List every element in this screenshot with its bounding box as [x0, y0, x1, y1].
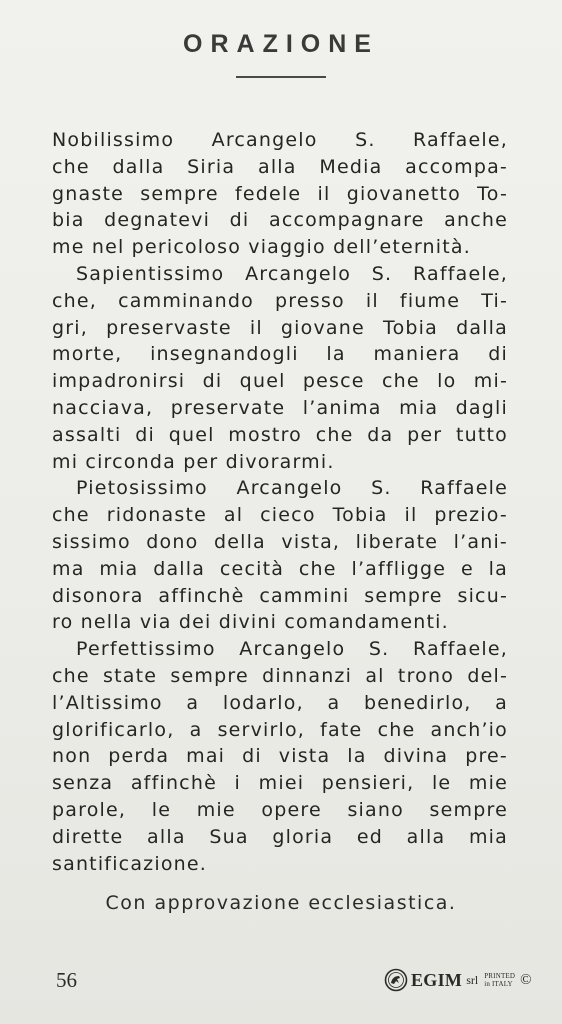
printed-line-1: PRINTED — [484, 972, 516, 980]
prayer-line: me nel pericoloso viaggio dell’eternità. — [52, 236, 472, 259]
prayer-line: senza affinchè i miei pensieri, le mie — [52, 772, 508, 795]
prayer-line: bia degnatevi di accompagnare anche — [52, 209, 508, 232]
prayer-line: ma mia dalla cecità che l’affligge e la — [52, 557, 508, 580]
prayer-paragraph — [52, 475, 508, 636]
prayer-line: l’Altissimo a lodarlo, a benedirlo, a — [52, 691, 508, 714]
prayer-line: non perda mai di vista la divina pre- — [52, 745, 508, 768]
prayer-line: morte, insegnandogli la maniera di — [52, 343, 508, 366]
publisher-mark — [384, 966, 532, 994]
title-underline — [236, 76, 326, 78]
prayer-line: disonora affinchè cammini sempre sicu- — [52, 584, 508, 607]
prayer-paragraph — [52, 261, 508, 475]
prayer-line: Pietosissimo Arcangelo S. Raffaele — [76, 477, 508, 500]
prayer-paragraph — [52, 636, 508, 877]
approval-note: Con approvazione ecclesiastica. — [105, 892, 457, 914]
prayer-line: sissimo dono della vista, liberate l’ani- — [52, 530, 508, 553]
prayer-line: santificazione. — [52, 852, 208, 875]
prayer-line: gri, preservaste il giovane Tobia dalla — [52, 316, 508, 339]
prayer-line: gnaste sempre fedele il giovanetto To- — [52, 182, 508, 205]
prayer-line: impadronirsi di quel pesce che lo mi- — [52, 370, 508, 393]
prayer-line: nacciava, preservate l’anima mia dagli — [52, 396, 508, 419]
prayer-line: Perfettissimo Arcangelo S. Raffaele, — [76, 638, 508, 661]
egim-logo-icon — [384, 968, 408, 992]
copyright-symbol: © — [520, 971, 532, 988]
printed-line-2: in ITALY — [484, 980, 513, 988]
prayer-text — [52, 127, 508, 877]
prayer-line: che ridonaste al cieco Tobia il prezio- — [52, 504, 508, 527]
prayer-line: Nobilissimo Arcangelo S. Raffaele, — [52, 129, 508, 151]
publisher-name: EGIM — [411, 969, 463, 990]
prayer-line: che, camminando presso il fiume Ti- — [52, 289, 508, 312]
prayer-line: mi circonda per divorarmi. — [52, 450, 335, 473]
prayer-line: parole, le mie opere siano sempre — [52, 798, 508, 821]
prayer-line: assalti di quel mostro che da per tutto — [52, 423, 508, 446]
prayer-line: Sapientissimo Arcangelo S. Raffaele, — [76, 262, 508, 285]
page-title: ORAZIONE — [183, 30, 379, 58]
prayer-line: che dalla Siria alla Media accompa- — [52, 155, 508, 178]
printed-in-italy — [484, 972, 515, 988]
prayer-paragraph — [52, 127, 508, 261]
prayer-line: che state sempre dinnanzi al trono del- — [52, 664, 508, 687]
publisher-suffix: srl — [466, 972, 479, 987]
prayer-line: glorificarlo, a servirlo, fate che anch’io — [52, 718, 508, 741]
page-number: 56 — [56, 968, 77, 992]
prayer-line: ro nella via dei divini comandamenti. — [52, 611, 449, 634]
prayer-line: dirette alla Sua gloria ed alla mia — [52, 825, 508, 848]
